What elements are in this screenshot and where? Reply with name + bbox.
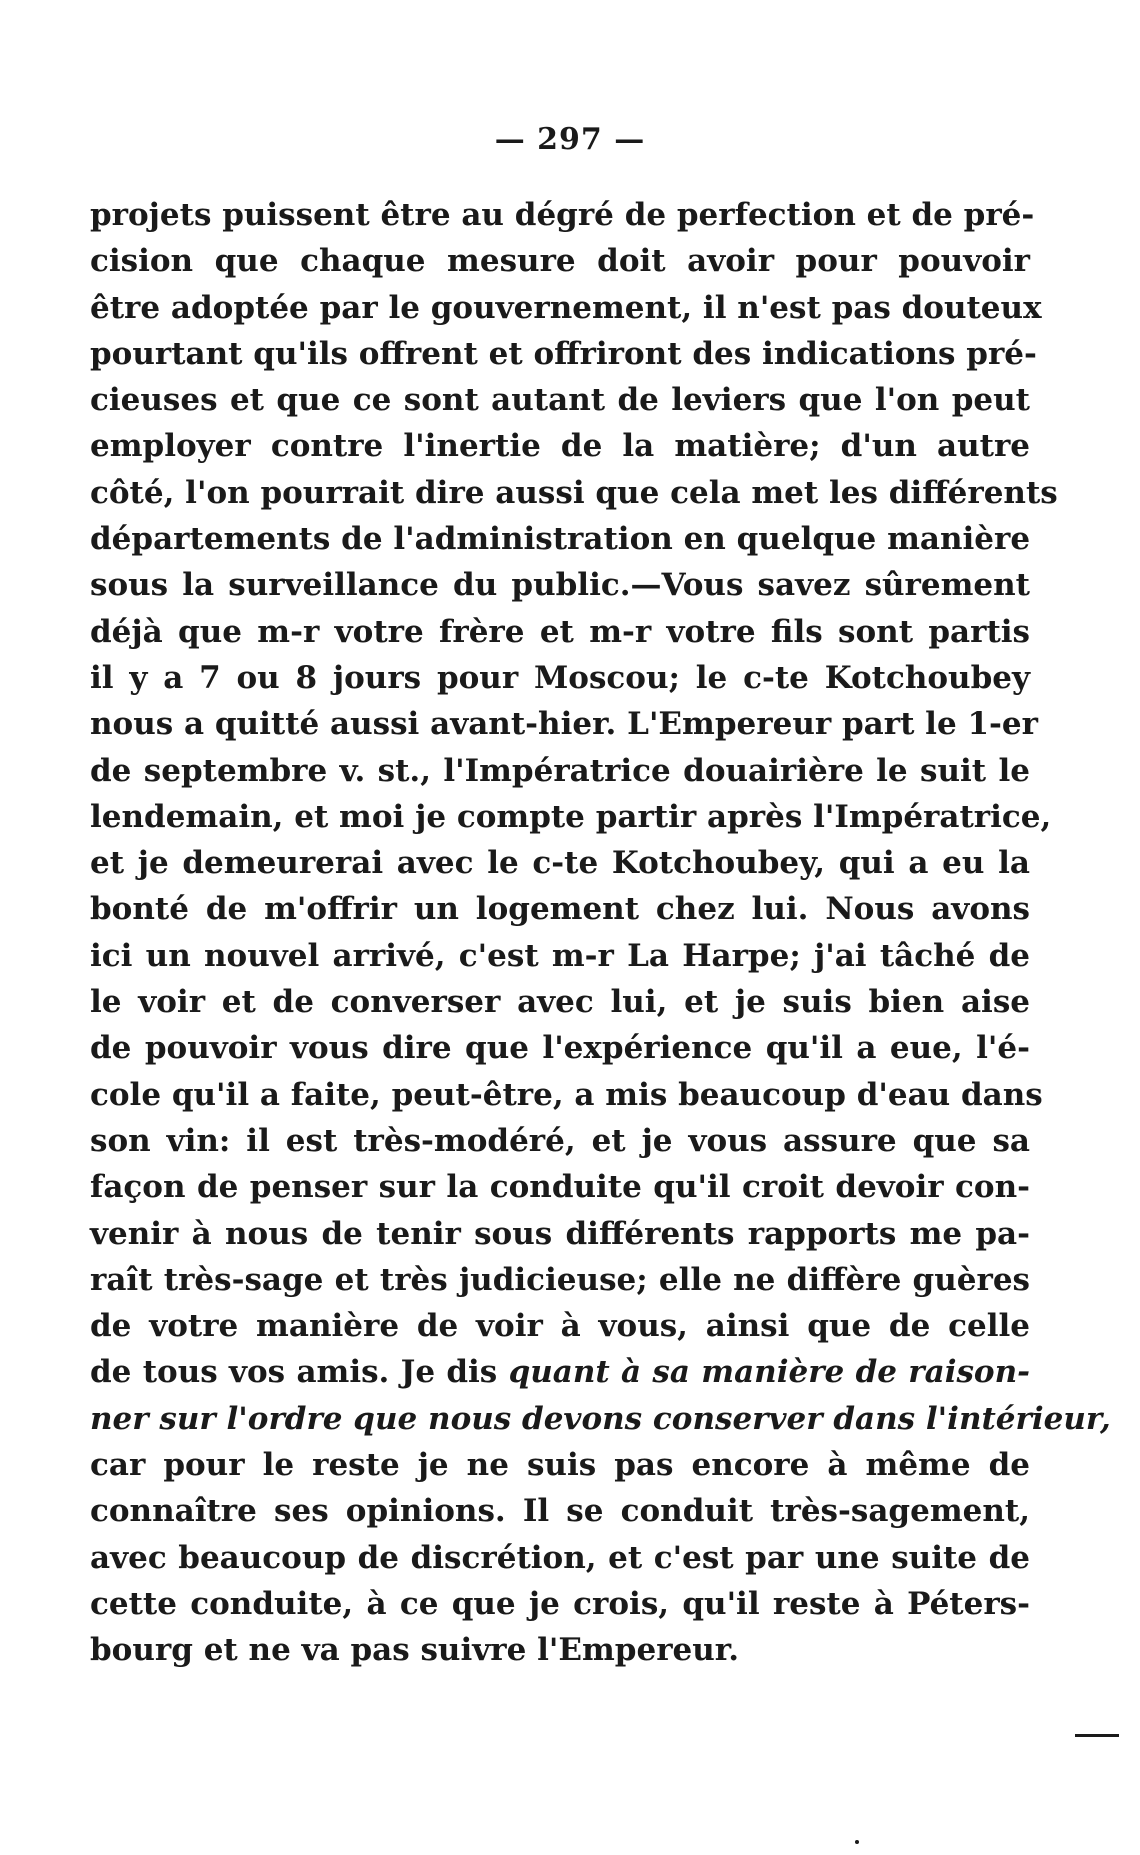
text-line: et je demeurerai avec le c-te Kotchoubey, qui a eu la <box>90 845 1030 882</box>
text-line: cieuses et que ce sont autant de leviers que l'on peut <box>90 382 1030 419</box>
text-line: de pouvoir vous dire que l'expérience qu'il a eue, l'é- <box>90 1030 1030 1067</box>
text-line: sous la surveillance du public.—Vous savez sûrement <box>90 567 1030 604</box>
text-line: lendemain, et moi je compte partir après l'Impératrice, <box>90 798 1052 835</box>
text-line: de septembre v. st., l'Impératrice douairière le suit le <box>90 752 1030 789</box>
text-line: de votre manière de voir à vous, ainsi que de celle <box>90 1308 1030 1345</box>
text-line: cision que chaque mesure doit avoir pour pouvoir <box>90 243 1030 280</box>
plain-segment: de tous vos amis. Je dis <box>90 1354 509 1391</box>
print-dot <box>855 1840 859 1844</box>
text-line: cole qu'il a faite, peut-être, a mis beaucoup d'eau dans <box>90 1076 1043 1113</box>
text-line: venir à nous de tenir sous différents rapports me pa- <box>90 1215 1030 1252</box>
text-line: cette conduite, à ce que je crois, qu'il reste à Péters- <box>90 1585 1030 1622</box>
text-line: employer contre l'inertie de la matière; d'un autre <box>90 428 1030 465</box>
text-line: départements de l'administration en quelque manière <box>90 521 1031 558</box>
text-line-mixed <box>90 1349 1030 1395</box>
text-line: bonté de m'offrir un logement chez lui. Nous avons <box>90 891 1030 928</box>
text-line: projets puissent être au dégré de perfection et de pré- <box>90 197 1035 233</box>
text-line: ici un nouvel arrivé, c'est m-r La Harpe; j'ai tâché de <box>90 937 1030 974</box>
text-line-italic <box>90 1396 1111 1442</box>
italic-segment: ner sur l'ordre que nous devons conserver dans l'intérieur, <box>90 1400 1111 1437</box>
text-line: pourtant qu'ils offrent et offriront des indications pré- <box>90 335 1037 372</box>
italic-segment: quant à sa manière de raison- <box>508 1354 1030 1391</box>
text-line-last: bourg et ne va pas suivre l'Empereur. <box>90 1632 740 1669</box>
text-line: déjà que m-r votre frère et m-r votre fils sont partis <box>90 613 1030 650</box>
text-line: être adoptée par le gouvernement, il n'est pas douteux <box>90 289 1042 326</box>
text-line: côté, l'on pourrait dire aussi que cela met les différents <box>90 474 1058 511</box>
text-line: nous a quitté aussi avant-hier. L'Empereur part le 1-er <box>90 706 1038 743</box>
margin-rule <box>1075 1734 1119 1737</box>
text-line: son vin: il est très-modéré, et je vous assure que sa <box>90 1122 1030 1159</box>
text-line: connaître ses opinions. Il se conduit très-sagement, <box>90 1493 1030 1530</box>
text-line: car pour le reste je ne suis pas encore à même de <box>90 1447 1030 1484</box>
text-line: avec beaucoup de discrétion, et c'est par une suite de <box>90 1539 1030 1576</box>
body-text <box>90 192 1111 1674</box>
page-number: — 297 — <box>494 122 646 157</box>
text-line: le voir et de converser avec lui, et je suis bien aise <box>90 984 1030 1021</box>
text-line: il y a 7 ou 8 jours pour Moscou; le c-te Kotchoubey <box>90 659 1030 696</box>
text-line: raît très-sage et très judicieuse; elle ne diffère guères <box>90 1261 1030 1298</box>
text-line: façon de penser sur la conduite qu'il croit devoir con- <box>90 1169 1030 1206</box>
